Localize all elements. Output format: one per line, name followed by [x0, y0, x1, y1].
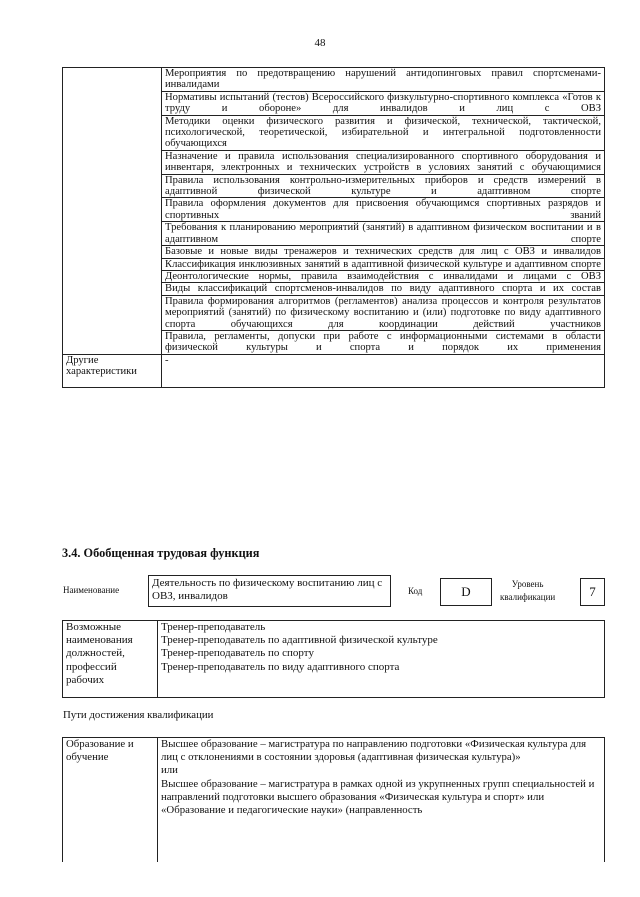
- table-row: [63, 738, 605, 863]
- knowledge-item: Классификация инклюзивных занятий в адаптивной физической культуре и адаптивном спорте: [162, 258, 605, 270]
- list-item: Тренер-преподаватель по виду адаптивного спорта: [161, 660, 400, 673]
- list-item: Тренер-преподаватель по спорту: [161, 647, 314, 660]
- name-label: Наименование: [63, 585, 120, 595]
- list-item: Тренер-преподаватель: [161, 621, 266, 633]
- knowledge-item: Требования к планированию мероприятий (занятий) в адаптивном физическом воспитании и в адаптивном спорте: [162, 222, 605, 246]
- education-content: [158, 738, 605, 863]
- education-label: Образование и обучение: [63, 738, 158, 863]
- table-row: [63, 68, 605, 92]
- level-label-line2: квалификации: [500, 592, 556, 602]
- knowledge-item: Правила формирования алгоритмов (регламентов) анализа процессов и контроля результатов мероприятий (занятий) по физическому воспитанию и (или) подготовке по виду адаптивного спорта обучающихся для координации действий участников: [162, 295, 605, 330]
- knowledge-item: Назначение и правила использования специализированного спортивного оборудования и инвентаря, электронных и технических устройств в условиях занятий с обучающимися: [162, 150, 605, 174]
- function-name-box: Деятельность по физическому воспитанию лиц с ОВЗ, инвалидов: [148, 575, 391, 607]
- paths-title: Пути достижения квалификации: [63, 709, 214, 721]
- section-title: 3.4. Обобщенная трудовая функция: [62, 546, 260, 560]
- jobs-table: [62, 620, 605, 698]
- level-label: [500, 578, 555, 604]
- knowledge-label-cell: [63, 68, 162, 355]
- education-line: или: [161, 764, 178, 777]
- code-box: D: [440, 578, 492, 606]
- knowledge-item: Мероприятия по предотвращению нарушений антидопинговых правил спортсменами-инвалидами: [162, 68, 605, 92]
- jobs-list: [158, 621, 605, 698]
- knowledge-item: Нормативы испытаний (тестов) Всероссийского физкультурно-спортивного комплекса «Готов к труду и обороне» для инвалидов и лиц с ОВЗ: [162, 91, 605, 115]
- knowledge-item: Деонтологические нормы, правила взаимодействия с инвалидами и лицами с ОВЗ: [162, 270, 605, 282]
- code-label: Код: [408, 586, 423, 596]
- level-label-line1: Уровень: [511, 579, 544, 589]
- knowledge-item: Правила оформления документов для присвоения обучающимся спортивных разрядов и спортивных званий: [162, 198, 605, 222]
- knowledge-item: Базовые и новые виды тренажеров и технических средств для лиц с ОВЗ и инвалидов: [162, 246, 605, 258]
- education-table: [62, 737, 605, 862]
- level-box: 7: [580, 578, 605, 606]
- jobs-label: Возможные наименования должностей, профессий рабочих: [63, 621, 158, 698]
- table-row: [63, 621, 605, 698]
- knowledge-item: Правила использования контрольно-измерительных приборов и средств измерений в адаптивной физической культуре и адаптивном спорте: [162, 174, 605, 198]
- list-item: Тренер-преподаватель по адаптивной физической культуре: [161, 634, 438, 647]
- knowledge-table: [62, 67, 605, 388]
- education-line: Высшее образование – магистратура в рамках одной из укрупненных групп специальностей и направлений подготовки высшего образования «Физическая культура и спорт» или «Образование и педагогические науки» (направленность: [161, 777, 595, 817]
- table-row: [63, 354, 605, 387]
- knowledge-item: Правила, регламенты, допуски при работе с информационными системами в области физической культуры и спорта и порядок их применения: [162, 330, 605, 354]
- other-characteristics-label: Другие характеристики: [63, 354, 162, 387]
- knowledge-item: Методики оценки физического развития и физической, технической, тактической, психологической, теоретической, избирательной и интегральной подготовленности обучающихся: [162, 115, 605, 150]
- education-line: Высшее образование – магистратура по направлению подготовки «Физическая культура для лиц с отклонениями в состоянии здоровья (адаптивная физическая культура)»: [161, 738, 587, 764]
- other-characteristics-value: -: [162, 354, 605, 387]
- knowledge-item: Виды классификаций спортсменов-инвалидов по виду адаптивного спорта и их состав: [162, 283, 605, 295]
- page-number: 48: [314, 37, 326, 49]
